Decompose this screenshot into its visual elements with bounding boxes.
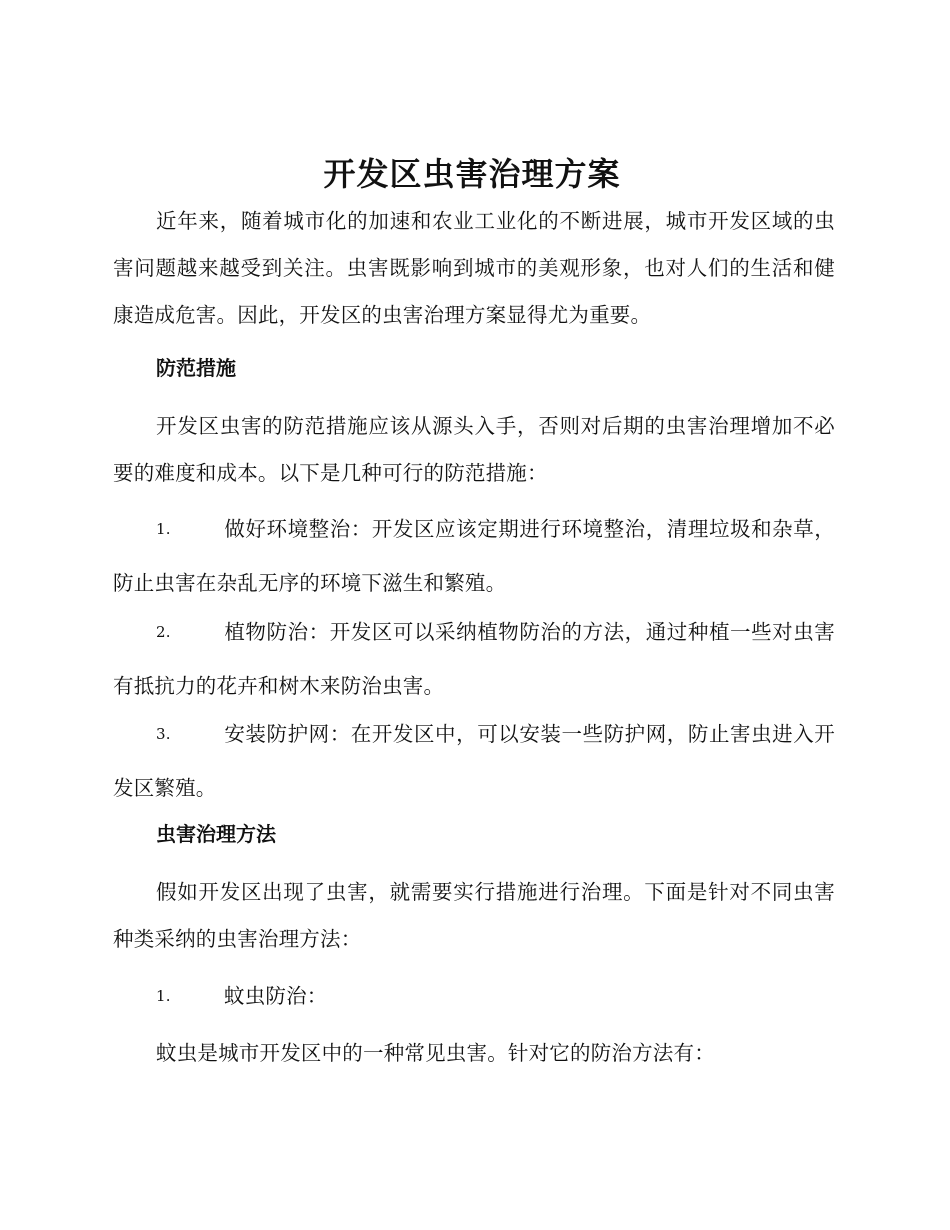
list-item-number: 3. bbox=[156, 725, 171, 743]
list-item bbox=[113, 707, 835, 815]
list-item-number: 1. bbox=[156, 987, 171, 1005]
list-item-text: 做好环境整治：开发区应该定期进行环境整治，清理垃圾和杂草，防止虫害在杂乱无序的环境下滋生和繁殖。 bbox=[113, 517, 835, 595]
list-item bbox=[113, 969, 835, 1023]
section-heading-treatment: 虫害治理方法 bbox=[156, 822, 276, 846]
list-item bbox=[113, 605, 835, 713]
list-item-number: 2. bbox=[156, 623, 171, 641]
list-item-text: 蚊虫防治： bbox=[224, 984, 328, 1008]
list-item-number: 1. bbox=[156, 520, 171, 538]
treatment-paragraph: 假如开发区出现了虫害，就需要实行措施进行治理。下面是针对不同虫害种类采纳的虫害治理方法： bbox=[113, 880, 835, 951]
document-title: 开发区虫害治理方案 bbox=[323, 155, 621, 193]
intro-paragraph: 近年来，随着城市化的加速和农业工业化的不断进展，城市开发区域的虫害问题越来越受到关注。虫害既影响到城市的美观形象，也对人们的生活和健康造成危害。因此，开发区的虫害治理方案显得尤为重要。 bbox=[113, 209, 835, 327]
prevention-paragraph: 开发区虫害的防范措施应该从源头入手，否则对后期的虫害治理增加不必要的难度和成本。以下是几种可行的防范措施： bbox=[113, 414, 835, 485]
list-item-text: 植物防治：开发区可以采纳植物防治的方法，通过种植一些对虫害有抵抗力的花卉和树木来防治虫害。 bbox=[113, 620, 835, 698]
closing-paragraph: 蚊虫是城市开发区中的一种常见虫害。针对它的防治方法有： bbox=[156, 1041, 715, 1065]
list-item bbox=[113, 502, 835, 610]
document-page bbox=[113, 0, 835, 1230]
section-heading-prevention: 防范措施 bbox=[156, 356, 236, 380]
list-item-text: 安装防护网：在开发区中，可以安装一些防护网，防止害虫进入开发区繁殖。 bbox=[113, 722, 835, 800]
